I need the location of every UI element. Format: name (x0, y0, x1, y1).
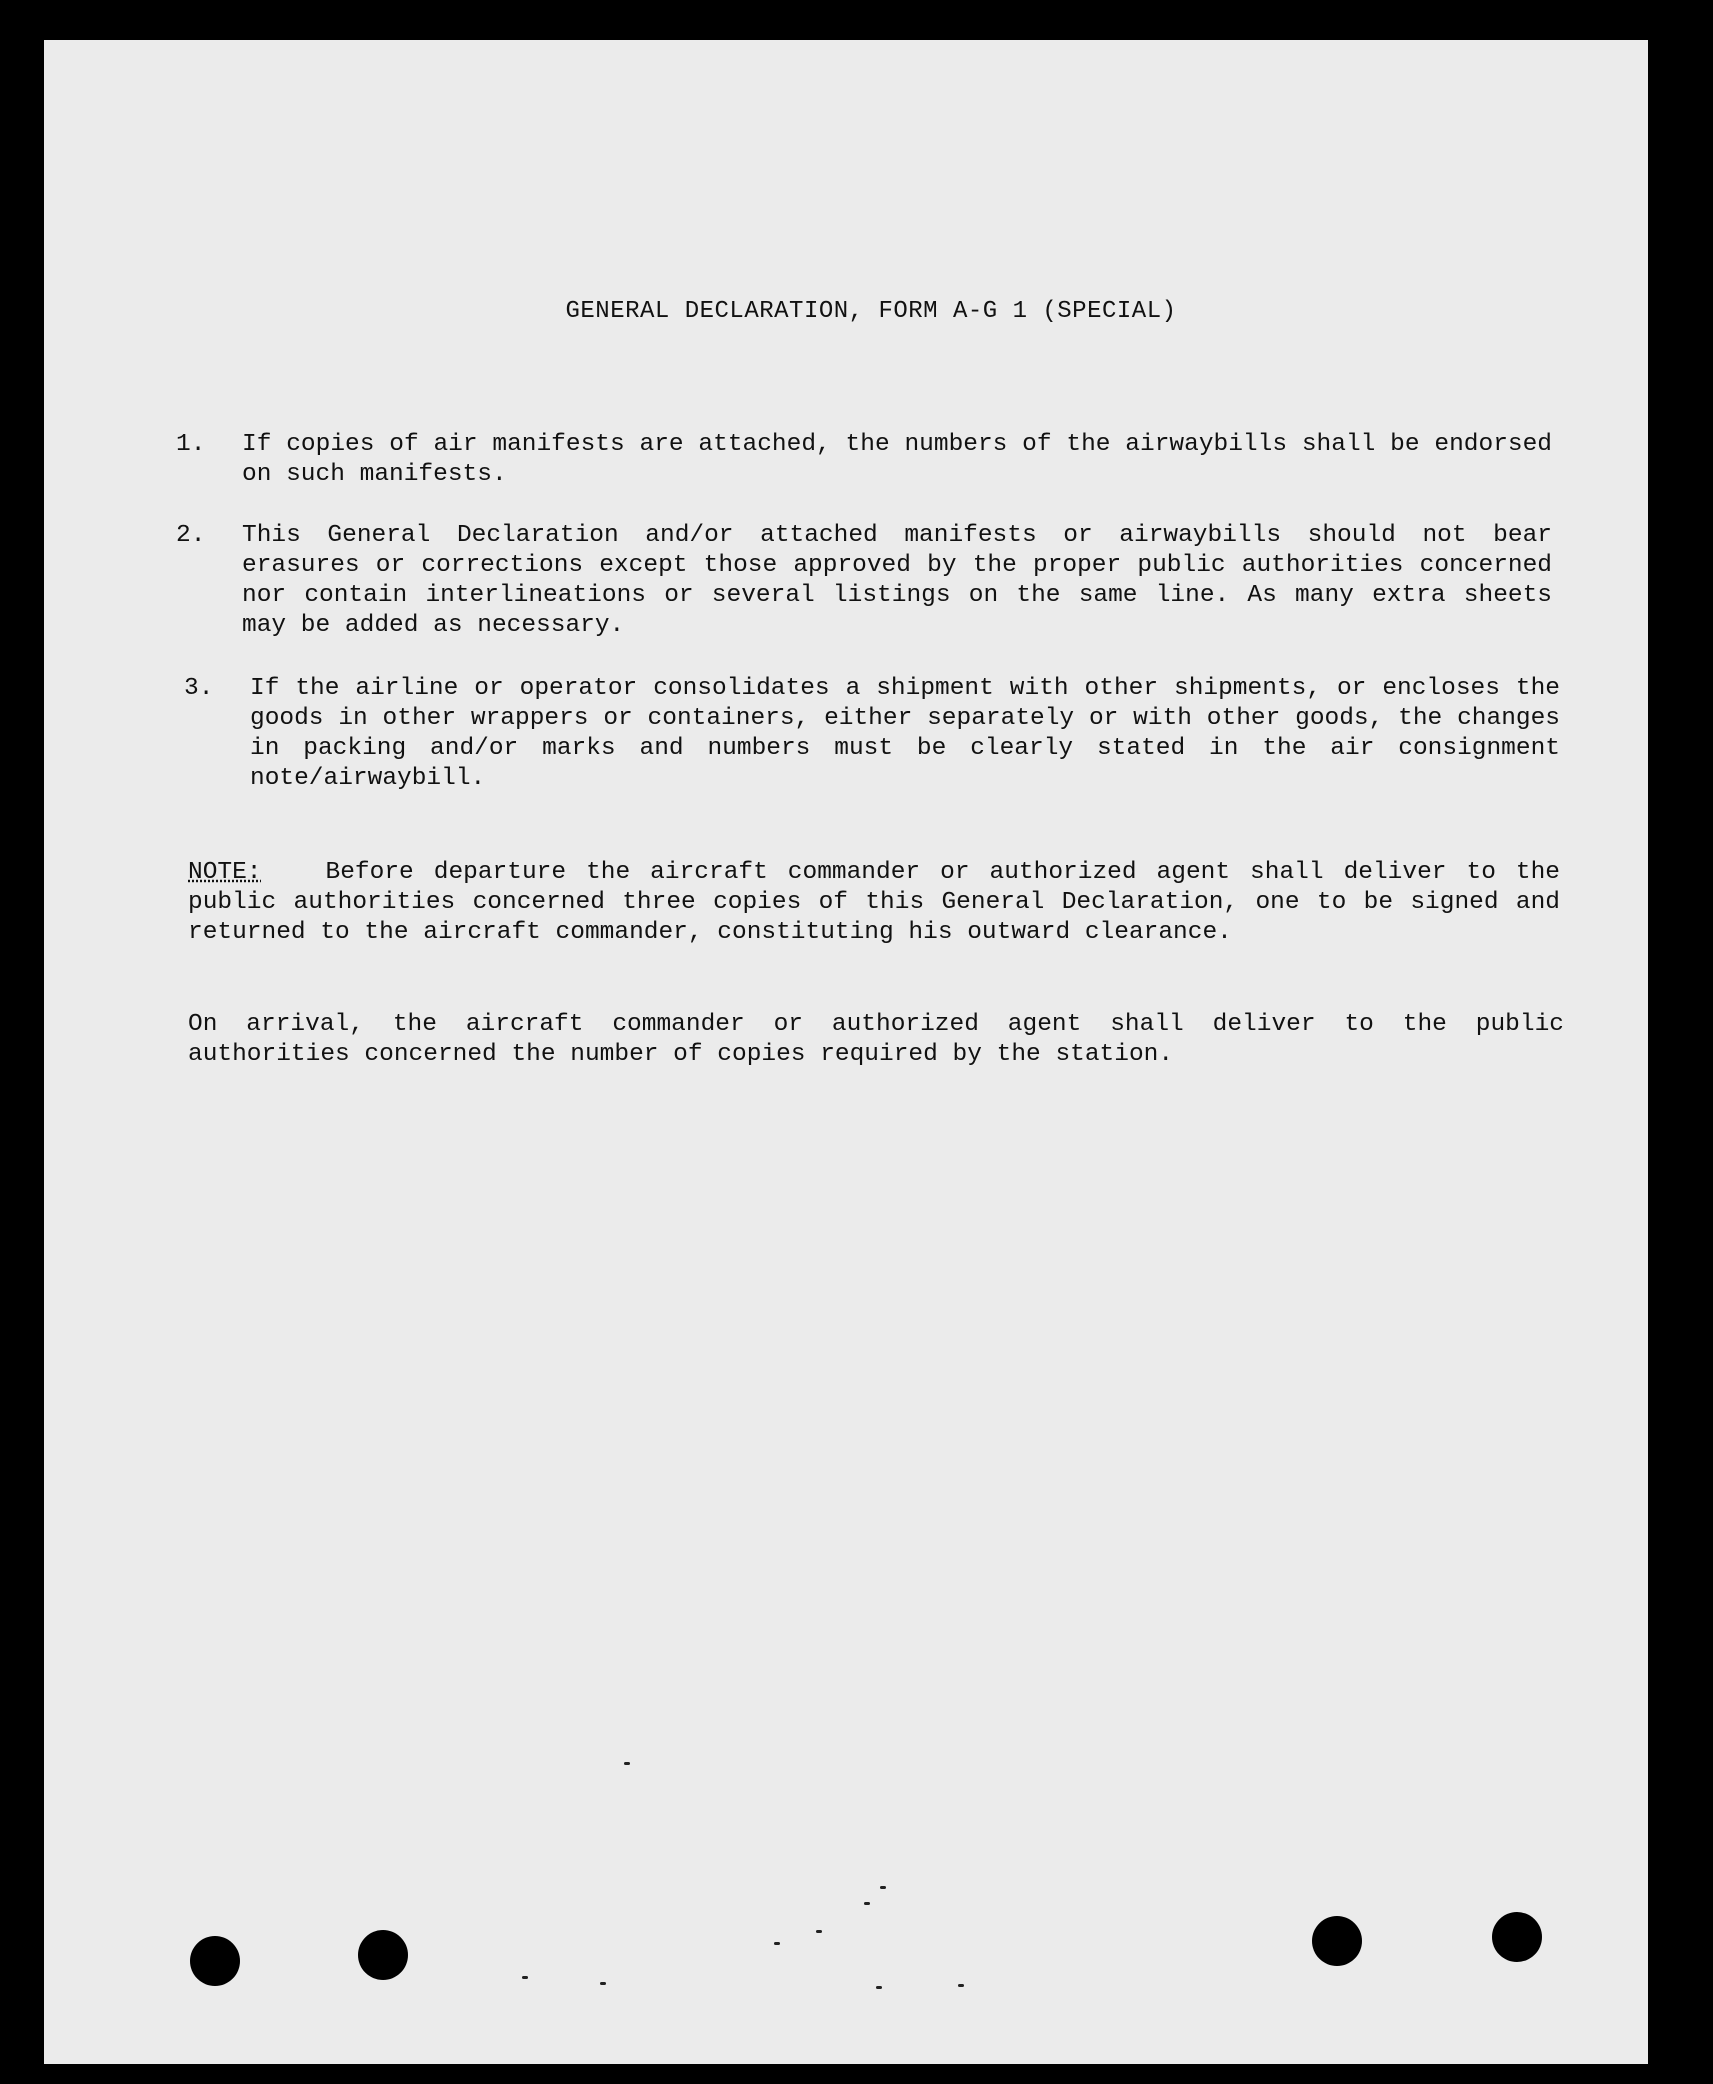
item-number: 3. (184, 675, 214, 702)
list-item (184, 674, 1560, 794)
punch-hole (358, 1930, 408, 1980)
item-text: If copies of air manifests are attached, the numbers of the airwaybills shall be endorsed on such manifests. (242, 431, 1552, 488)
punch-hole (1492, 1912, 1542, 1962)
list-item (176, 430, 1552, 490)
item-number: 1. (176, 431, 206, 458)
punch-hole (1312, 1916, 1362, 1966)
scan-speck (958, 1984, 964, 1987)
list-item (176, 521, 1552, 641)
note-text: Before departure the aircraft commander or authorized agent shall deliver to the public authorities concerned three copies of this General Declaration, one to be signed and returned to the aircraft commander, constituting his outward clearance. (188, 859, 1561, 946)
scan-speck (876, 1986, 882, 1989)
scan-speck (880, 1886, 886, 1889)
scan-speck (600, 1982, 606, 1985)
document-page (44, 40, 1648, 2064)
scan-speck (816, 1930, 822, 1933)
note-label: NOTE: (188, 859, 262, 886)
scan-speck (774, 1942, 780, 1945)
page-title: GENERAL DECLARATION, FORM A-G 1 (SPECIAL) (565, 298, 1177, 325)
note-paragraph (188, 858, 1560, 948)
scan-speck (522, 1976, 528, 1979)
punch-hole (190, 1936, 240, 1986)
item-number: 2. (176, 522, 206, 549)
item-text: If the airline or operator consolidates a shipment with other shipments, or encloses the goods in other wrappers or containers, either separately or with other goods, the changes in packing and/or marks and numbers must be clearly stated in the air consignment note/airwaybill. (250, 675, 1560, 792)
item-text: This General Declaration and/or attached manifests or airwaybills should not bear erasures or corrections except those approved by the proper public authorities concerned nor contain interlineations or several listings on the same line. As many extra sheets may be added as necessary. (242, 522, 1552, 639)
arrival-paragraph: On arrival, the aircraft commander or authorized agent shall deliver to the public authorities concerned the number of copies required by the station. (188, 1011, 1564, 1068)
scan-speck (864, 1902, 870, 1905)
scan-speck (624, 1762, 630, 1765)
